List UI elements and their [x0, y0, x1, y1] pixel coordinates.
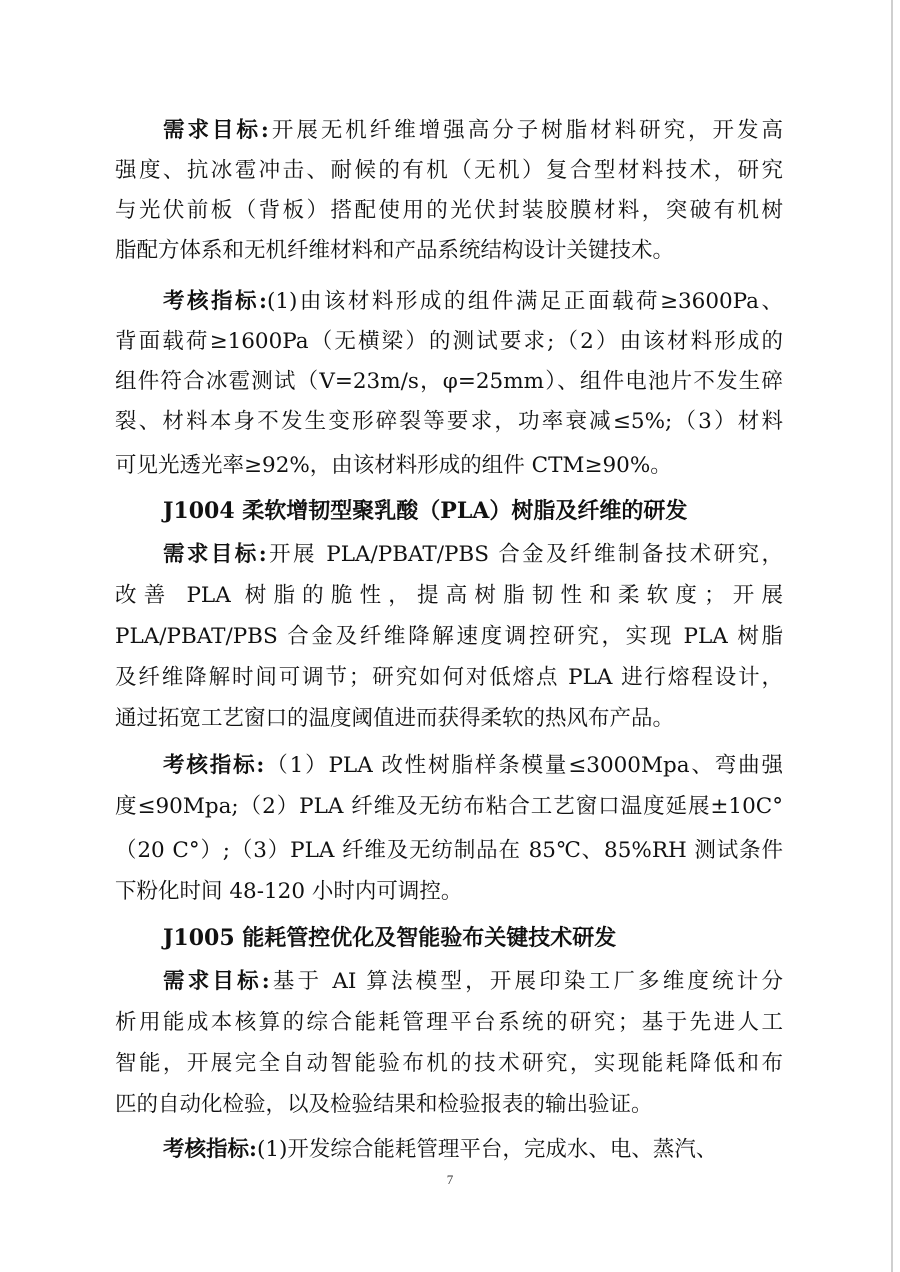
paragraph-line: 智能，开展完全自动智能验布机的技术研究，实现能耗降低和布: [115, 1051, 783, 1076]
paragraph-line: [163, 282, 783, 322]
paragraph-line: 度≤90Mpa;（2）PLA 纤维及无纺布粘合工艺窗口温度延展±10C°: [115, 794, 783, 819]
kpi-text: (1)开发综合能耗管理平台，完成水、电、蒸汽、: [256, 1137, 718, 1162]
paragraph-line: 可见光透光率≥92%，由该材料形成的组件 CTM≥90%。: [115, 453, 672, 478]
paragraph-line: [163, 111, 783, 151]
paragraph-line: （20 C°）;（3）PLA 纤维及无纺制品在 85℃、85%RH 测试条件: [115, 838, 783, 863]
paragraph-line: [163, 962, 783, 1002]
paragraph-line: PLA/PBAT/PBS 合金及纤维降解速度调控研究，实现 PLA 树脂: [115, 624, 783, 649]
goal-text: 基于 AI 算法模型，开展印染工厂多维度统计分: [269, 969, 783, 994]
kpi-text: (1)由该材料形成的组件满足正面载荷≥3600Pa、: [266, 289, 783, 314]
goal-text: 开展无机纤维增强高分子树脂材料研究，开发高: [268, 118, 783, 143]
kpi-label: 考核指标:: [163, 753, 265, 778]
goal-label: 需求目标:: [163, 969, 270, 994]
paragraph-line: 背面载荷≥1600Pa（无横梁）的测试要求;（2）由该材料形成的: [115, 329, 783, 354]
section-heading-j1005: J1005 能耗管控优化及智能验布关键技术研发: [163, 925, 617, 951]
section-heading-j1004: J1004 柔软增韧型聚乳酸（PLA）树脂及纤维的研发: [163, 498, 688, 524]
paragraph-line: 强度、抗冰雹冲击、耐候的有机（无机）复合型材料技术，研究: [115, 158, 783, 183]
paragraph-line: [163, 1130, 783, 1170]
scan-edge-line: [891, 0, 893, 1272]
paragraph-line: 通过拓宽工艺窗口的温度阈值进而获得柔软的热风布产品。: [115, 706, 675, 731]
paragraph-line: 下粉化时间 48-120 小时内可调控。: [115, 879, 463, 904]
paragraph-line: 及纤维降解时间可调节；研究如何对低熔点 PLA 进行熔程设计，: [115, 665, 783, 690]
paragraph-line: 析用能成本核算的综合能耗管理平台系统的研究；基于先进人工: [115, 1010, 783, 1035]
paragraph-line: 组件符合冰雹测试（V=23m/s，φ=25mm）、组件电池片不发生碎: [115, 369, 783, 394]
kpi-text: （1）PLA 改性树脂样条模量≤3000Mpa、弯曲强: [264, 753, 783, 778]
paragraph-line: [163, 535, 783, 575]
page-number: 7: [446, 1172, 454, 1187]
goal-text: 开展 PLA/PBAT/PBS 合金及纤维制备技术研究，: [266, 542, 783, 567]
kpi-label: 考核指标:: [163, 289, 267, 314]
paragraph-line: 脂配方体系和无机纤维材料和产品系统结构设计关键技术。: [115, 238, 675, 263]
paragraph-line: 与光伏前板（背板）搭配使用的光伏封装胶膜材料，突破有机树: [115, 198, 783, 223]
paragraph-line: [163, 746, 783, 786]
goal-label: 需求目标:: [163, 118, 269, 143]
goal-label: 需求目标:: [163, 542, 267, 567]
paragraph-line: 改善 PLA 树脂的脆性，提高树脂韧性和柔软度；开展: [115, 583, 783, 608]
paragraph-line: 裂、材料本身不发生变形碎裂等要求，功率衰减≤5%;（3）材料: [115, 409, 783, 434]
paragraph-line: 匹的自动化检验，以及检验结果和检验报表的输出验证。: [115, 1092, 653, 1117]
kpi-label: 考核指标:: [163, 1137, 257, 1162]
